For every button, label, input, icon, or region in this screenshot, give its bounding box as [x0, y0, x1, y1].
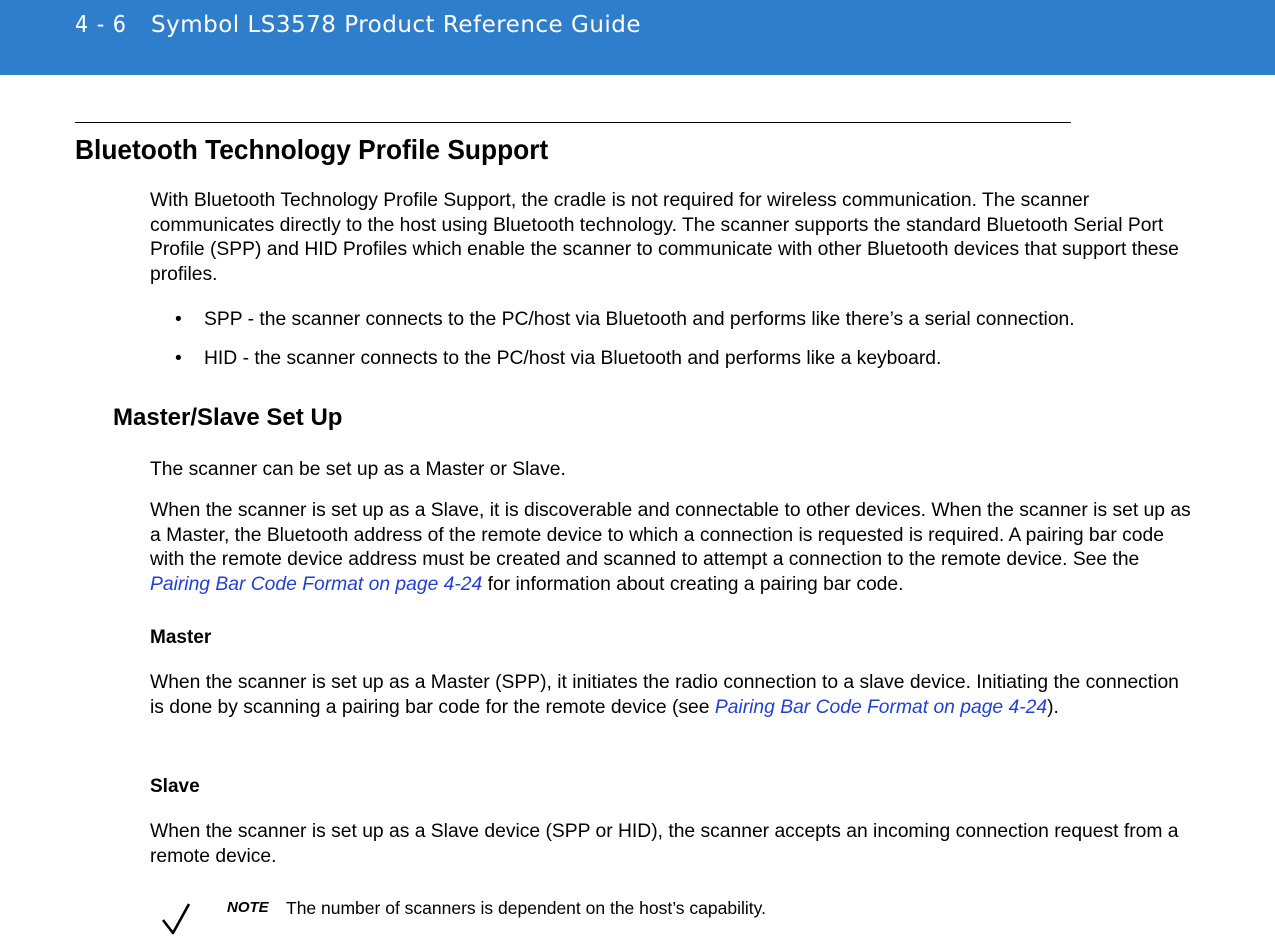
master-slave-paragraph	[150, 499, 1200, 597]
paragraph-text: ).	[1047, 696, 1059, 718]
intro-paragraph: With Bluetooth Technology Profile Support, the cradle is not required for wireless communication. The scanner communicates directly to the host using Bluetooth technology. The scanner supports the standard Bluetooth Serial Port Profile (SPP) and HID Profiles which enable the scanner to communicate with other Bluetooth devices that support these profiles.	[150, 190, 1179, 285]
paragraph-text: When the scanner is set up as a Master (SPP), it initiates the radio connection to a slave device. Initiating the connection is done by scanning a pairing bar code for the remote device (see	[150, 672, 1179, 718]
pairing-barcode-link[interactable]: Pairing Bar Code Format on page 4-24	[150, 573, 483, 595]
section-rule	[75, 122, 1071, 123]
check-icon	[160, 900, 192, 936]
bullet-text: HID - the scanner connects to the PC/host via Bluetooth and performs like a keyboard.	[204, 348, 942, 369]
section-title: Bluetooth Technology Profile Support	[75, 134, 549, 165]
note-label: NOTE	[227, 899, 269, 916]
guide-title: Symbol LS3578 Product Reference Guide	[151, 12, 642, 38]
master-heading: Master	[150, 627, 212, 648]
bullet-spp	[175, 308, 1075, 333]
slave-paragraph: When the scanner is set up as a Slave device (SPP or HID), the scanner accepts an incoming connection request from a remote device.	[150, 821, 1179, 867]
paragraph-text: for information about creating a pairing bar code.	[482, 573, 904, 595]
pairing-barcode-link[interactable]: Pairing Bar Code Format on page 4-24	[714, 696, 1048, 718]
master-slave-intro: The scanner can be set up as a Master or Slave.	[150, 459, 566, 480]
slave-heading: Slave	[150, 776, 200, 797]
master-paragraph	[150, 671, 1190, 720]
page-number: 4 - 6	[75, 12, 127, 38]
paragraph-text: When the scanner is set up as a Slave, it is discoverable and connectable to other devices. When the scanner is set up as a Master, the Bluetooth address of the remote device to which a connection is requested is required. A pairing bar code with the remote device address must be created and scanned to attempt a connection to the remote device. See the	[150, 500, 1191, 570]
bullet-dot: •	[175, 348, 182, 369]
header-band	[0, 0, 1275, 75]
master-slave-heading: Master/Slave Set Up	[113, 404, 343, 431]
bullet-hid	[175, 347, 941, 372]
bullet-text: SPP - the scanner connects to the PC/host via Bluetooth and performs like there’s a serial connection.	[204, 309, 1075, 330]
bullet-dot: •	[175, 309, 182, 330]
note-text: The number of scanners is dependent on the host’s capability.	[286, 898, 766, 918]
